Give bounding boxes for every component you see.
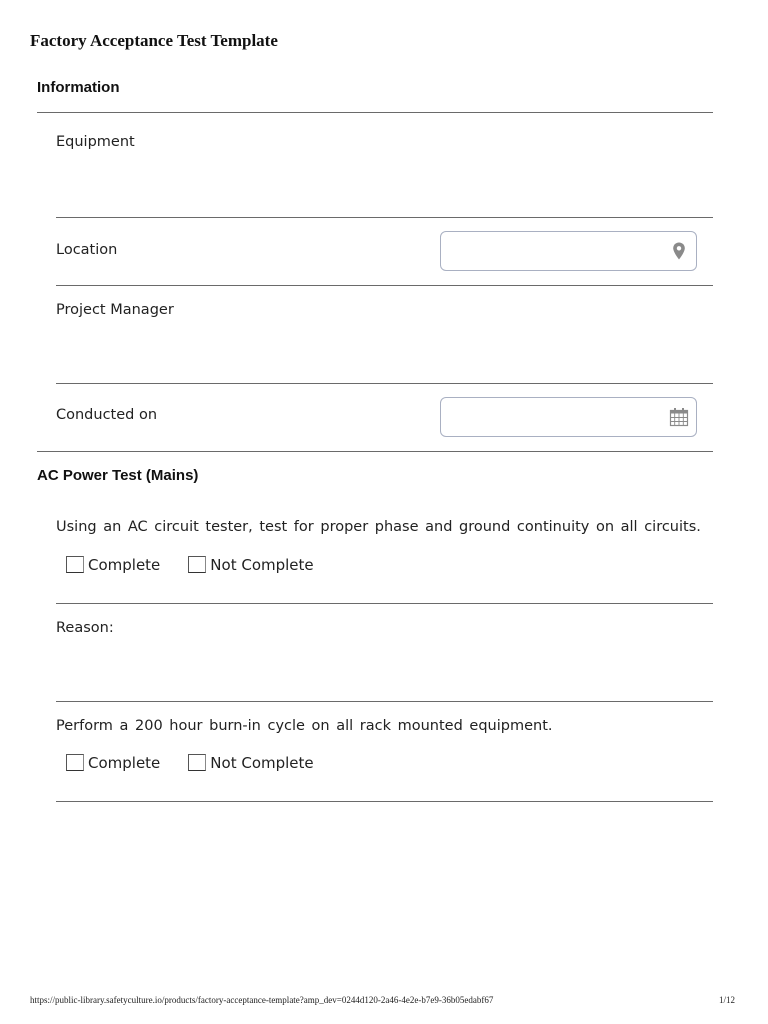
- complete-checkbox[interactable]: [66, 754, 84, 771]
- map-pin-icon[interactable]: [669, 241, 689, 261]
- section-divider: [37, 451, 713, 452]
- footer-url: https://public-library.safetyculture.io/products/factory-acceptance-template?amp_dev=0244d120-2a46-4e2e-b7e9-36b05edabf67: [30, 995, 494, 1005]
- section-title-information: Information: [37, 79, 120, 96]
- complete-label: Complete: [88, 556, 161, 574]
- complete-checkbox[interactable]: [66, 556, 84, 573]
- response-options: [66, 754, 342, 771]
- equipment-label: Equipment: [56, 134, 135, 150]
- location-field[interactable]: [440, 231, 697, 271]
- not-complete-checkbox[interactable]: [188, 556, 206, 573]
- calendar-icon[interactable]: [669, 407, 689, 427]
- section-divider: [37, 112, 713, 113]
- conducted-on-field[interactable]: [440, 397, 697, 437]
- not-complete-label: Not Complete: [210, 754, 314, 772]
- response-options: [66, 556, 342, 573]
- row-divider: [56, 383, 713, 384]
- section-title-ac-power: AC Power Test (Mains): [37, 467, 199, 484]
- document-title: Factory Acceptance Test Template: [30, 31, 278, 50]
- row-divider: [56, 285, 713, 286]
- not-complete-option[interactable]: [188, 754, 313, 771]
- reason-label: Reason:: [56, 620, 114, 636]
- row-divider: [56, 801, 713, 802]
- complete-option[interactable]: [66, 754, 160, 771]
- question-burn-in-cycle: Perform a 200 hour burn-in cycle on all rack mounted equipment.: [56, 718, 553, 734]
- not-complete-label: Not Complete: [210, 556, 314, 574]
- row-divider: [56, 701, 713, 702]
- complete-label: Complete: [88, 754, 161, 772]
- not-complete-checkbox[interactable]: [188, 754, 206, 771]
- complete-option[interactable]: [66, 556, 160, 573]
- row-divider: [56, 603, 713, 604]
- page-number: 1/12: [718, 995, 735, 1005]
- row-divider: [56, 217, 713, 218]
- location-label: Location: [56, 242, 118, 258]
- conducted-on-label: Conducted on: [56, 407, 158, 423]
- question-ac-circuit-tester: Using an AC circuit tester, test for proper phase and ground continuity on all circuits.: [56, 519, 701, 535]
- project-manager-label: Project Manager: [56, 302, 174, 318]
- not-complete-option[interactable]: [188, 556, 313, 573]
